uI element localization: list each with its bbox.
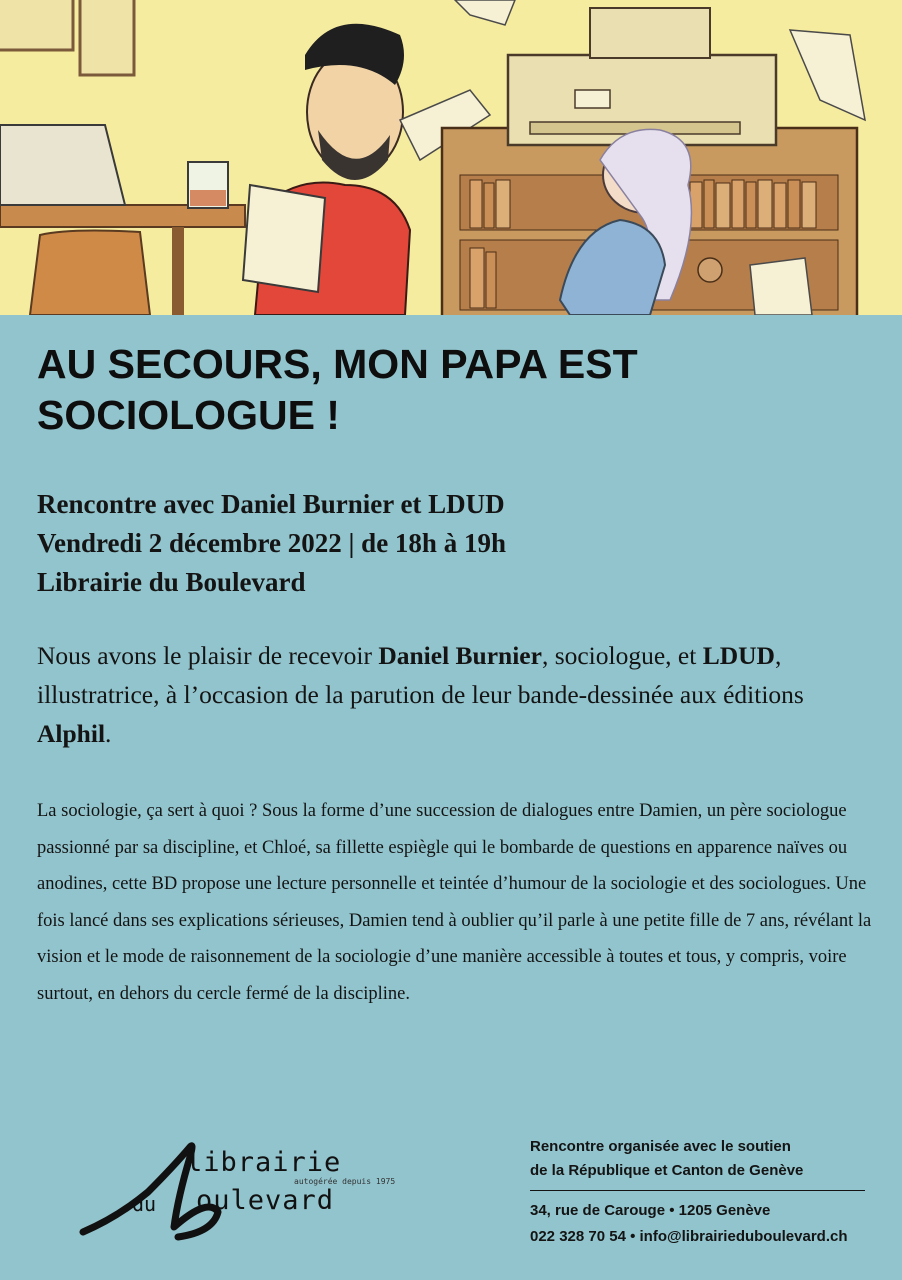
sponsor-note <box>530 1135 880 1183</box>
event-date: Vendredi 2 décembre 2022 | de 18h à 19h <box>37 528 506 558</box>
street-address: 34, rue de Carouge • 1205 Genève <box>530 1202 771 1219</box>
event-title: AU SECOURS, MON PAPA EST SOCIOLOGUE ! <box>37 341 638 438</box>
paper-icon <box>455 0 515 25</box>
intro-paragraph <box>37 636 857 753</box>
footer-divider <box>530 1190 865 1191</box>
printer-display <box>575 90 610 108</box>
event-guests: Rencontre avec Daniel Burnier et LDUD <box>37 489 505 519</box>
intro-text: , sociologue, et <box>541 641 703 670</box>
phone-email: 022 328 70 54 • info@librairieduboulevard.ch <box>530 1228 848 1245</box>
contact-info <box>530 1198 902 1250</box>
logo-word-du: du <box>132 1192 157 1216</box>
intro-text: Nous avons le plaisir de recevoir <box>37 641 379 670</box>
book-icon <box>243 185 325 292</box>
logo-tagline: autogérée depuis 1975 <box>294 1177 396 1186</box>
wall-frame <box>0 0 73 50</box>
paper-icon <box>790 30 865 120</box>
desk-leg <box>172 227 184 315</box>
logo-word-librairie: librairie <box>186 1147 342 1178</box>
wall-frame <box>80 0 134 75</box>
intro-text: , illustratrice, à l’occasion de la parution de leur bande-dessinée aux éditions <box>37 641 804 709</box>
teddy-bear-icon <box>698 258 722 282</box>
publisher-name: Alphil <box>37 719 106 748</box>
description-paragraph: La sociologie, ça sert à quoi ? Sous la forme d’une succession de dialogues entre Damien, un père sociologue passionné par sa discipline, et Chloé, sa fillette espiègle qui le bombarde de questions en apparence naïves ou anodines, cette BD propose une lecture personnelle et teintée d’humour de la sociologie et des sociologues. Une fois lancé dans ses explications sérieuses, Damien tend à oublier qu’il parle à une petite fille de 7 ans, révélant la vision et le mode de raisonnement de la sociologie d’une manière accessible à toutes et tous, y compris, voire surtout, en dehors du cercle fermé de la discipline. <box>37 801 872 1004</box>
sponsor-line: de la République et Canton de Genève <box>530 1162 804 1179</box>
chair <box>30 231 150 315</box>
glass-liquid <box>190 190 226 206</box>
intro-text: . <box>105 719 112 748</box>
poster-body <box>0 315 902 1280</box>
printer-tray <box>590 8 710 58</box>
librairie-logo <box>78 1137 398 1247</box>
sponsor-line: Rencontre organisée avec le soutien <box>530 1138 791 1155</box>
laptop-icon <box>0 125 125 205</box>
event-venue: Librairie du Boulevard <box>37 567 306 597</box>
paper-icon <box>750 258 812 315</box>
logo-word-boulevard: oulevard <box>196 1185 335 1216</box>
cartoon-scene <box>0 0 902 315</box>
illustrator-name: LDUD <box>702 641 775 670</box>
author-name: Daniel Burnier <box>378 641 542 670</box>
cover-illustration <box>0 0 902 315</box>
event-info <box>37 485 857 602</box>
